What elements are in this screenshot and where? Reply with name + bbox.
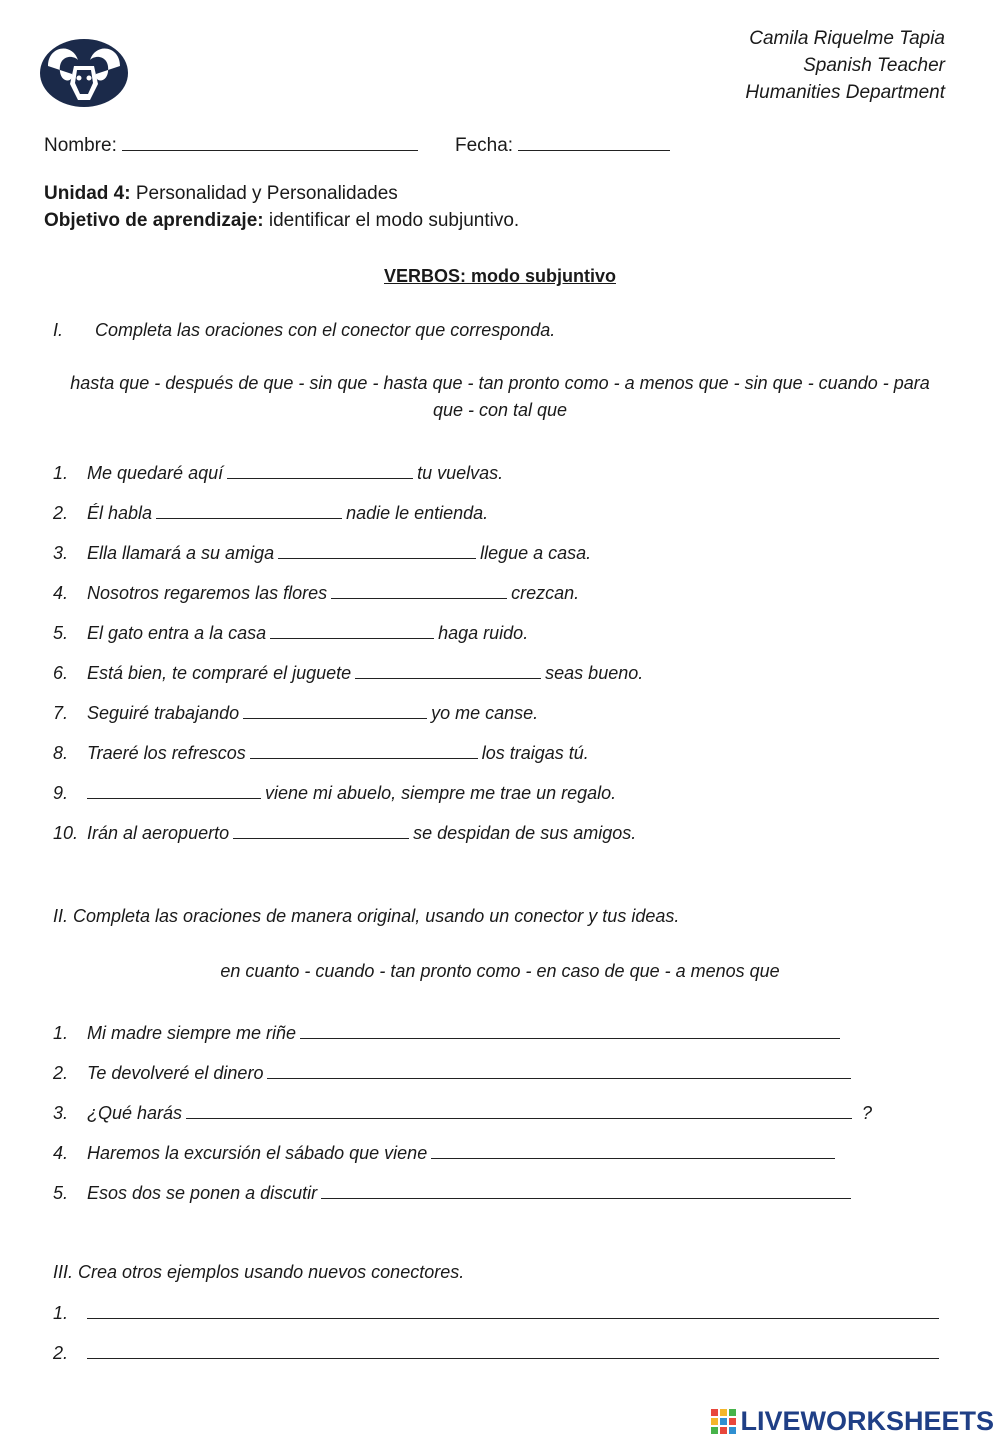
section1-item — [53, 662, 643, 684]
section3-instruction: III. Crea otros ejemplos usando nuevos conectores. — [53, 1262, 465, 1282]
nombre-field — [44, 132, 418, 157]
section1-item — [53, 742, 589, 764]
answer-blank[interactable] — [267, 1062, 851, 1079]
section2-word-bank: en cuanto - cuando - tan pronto como - en caso de que - a menos que — [220, 961, 780, 981]
item-text-after: haga ruido. — [438, 623, 529, 643]
answer-blank[interactable] — [270, 622, 434, 639]
answer-blank[interactable] — [87, 1302, 939, 1319]
item-number: 8. — [53, 743, 69, 763]
item-text-before: Esos dos se ponen a discutir — [87, 1183, 318, 1203]
answer-blank[interactable] — [278, 542, 476, 559]
section2-item — [53, 1062, 855, 1084]
item-number: 1. — [53, 1303, 69, 1323]
section2-item — [53, 1142, 839, 1164]
item-number: 4. — [53, 583, 69, 603]
ram-logo-icon — [38, 36, 130, 110]
department: Humanities Department — [745, 82, 945, 103]
item-number: 9. — [53, 783, 69, 803]
answer-blank[interactable] — [227, 462, 413, 479]
item-text-before: Seguiré trabajando — [87, 703, 240, 723]
section1-item — [53, 622, 528, 644]
item-text-before: Ella llamará a su amiga — [87, 543, 275, 563]
answer-blank[interactable] — [87, 782, 261, 799]
watermark-text: LIVEWORKSHEETS — [740, 1406, 994, 1436]
item-number: 10. — [53, 823, 79, 843]
answer-blank[interactable] — [87, 1342, 939, 1359]
item-text-after: ? — [862, 1103, 873, 1123]
item-text-after: se despidan de sus amigos. — [413, 823, 637, 843]
section1-item — [53, 462, 503, 484]
section1-item — [53, 502, 488, 524]
answer-blank[interactable] — [431, 1142, 835, 1159]
objective-value: identificar el modo subjuntivo. — [268, 210, 520, 231]
answer-blank[interactable] — [233, 822, 409, 839]
answer-blank[interactable] — [186, 1102, 852, 1119]
answer-blank[interactable] — [321, 1182, 851, 1199]
section2-item — [53, 1022, 844, 1044]
nombre-label: Nombre: — [44, 135, 117, 156]
item-text-before: El gato entra a la casa — [87, 623, 267, 643]
section1-item — [53, 782, 616, 804]
fecha-input[interactable] — [518, 132, 670, 151]
answer-blank[interactable] — [331, 582, 507, 599]
item-text-before: Me quedaré aquí — [87, 463, 224, 483]
liveworksheets-watermark — [711, 1406, 994, 1437]
item-text-after: llegue a casa. — [480, 543, 592, 563]
objective-line — [44, 210, 519, 232]
item-text-before: Irán al aeropuerto — [87, 823, 230, 843]
section1-heading — [53, 320, 555, 341]
teacher-role: Spanish Teacher — [803, 55, 945, 76]
section2-item — [53, 1182, 855, 1204]
item-text-after: seas bueno. — [545, 663, 644, 683]
item-text-before: Él habla — [87, 503, 153, 523]
section1-item — [53, 702, 538, 724]
item-number: 6. — [53, 663, 69, 683]
item-number: 2. — [53, 1343, 69, 1363]
item-text-before: Haremos la excursión el sábado que viene — [87, 1143, 428, 1163]
item-text-after: yo me canse. — [431, 703, 539, 723]
item-number: 3. — [53, 1103, 69, 1123]
item-text-before: Traeré los refrescos — [87, 743, 246, 763]
answer-blank[interactable] — [250, 742, 478, 759]
answer-blank[interactable] — [243, 702, 427, 719]
section1-instruction: Completa las oraciones con el conector que corresponda. — [95, 320, 556, 340]
nombre-input[interactable] — [122, 132, 418, 151]
item-text-before: Te devolveré el dinero — [87, 1063, 264, 1083]
section2-instruction: II. Completa las oraciones de manera original, usando un conector y tus ideas. — [53, 906, 680, 926]
item-text-before: ¿Qué harás — [87, 1103, 183, 1123]
item-text-before: Nosotros regaremos las flores — [87, 583, 328, 603]
item-number: 5. — [53, 623, 69, 643]
section1-item — [53, 542, 591, 564]
unit-line — [44, 183, 398, 205]
fecha-label: Fecha: — [455, 135, 514, 156]
item-number: 2. — [53, 503, 69, 523]
item-number: 2. — [53, 1063, 69, 1083]
section2-item — [53, 1102, 872, 1124]
teacher-name: Camila Riquelme Tapia — [749, 28, 945, 49]
section3-item — [53, 1342, 943, 1364]
answer-blank[interactable] — [355, 662, 541, 679]
section1-item — [53, 822, 636, 844]
item-number: 4. — [53, 1143, 69, 1163]
liveworksheets-logo-icon — [711, 1409, 737, 1435]
item-text-after: viene mi abuelo, siempre me trae un regalo. — [265, 783, 617, 803]
item-number: 5. — [53, 1183, 69, 1203]
item-text-after: crezcan. — [511, 583, 580, 603]
unit-value: Personalidad y Personalidades — [135, 183, 398, 204]
section1-numeral: I. — [53, 320, 64, 340]
item-number: 1. — [53, 463, 69, 483]
item-text-before: Mi madre siempre me riñe — [87, 1023, 297, 1043]
fecha-field — [455, 132, 670, 157]
item-text-after: nadie le entienda. — [346, 503, 489, 523]
section3-item — [53, 1302, 943, 1324]
item-text-after: los traigas tú. — [481, 743, 589, 763]
answer-blank[interactable] — [300, 1022, 840, 1039]
item-number: 3. — [53, 543, 69, 563]
item-text-before: Está bien, te compraré el juguete — [87, 663, 352, 683]
objective-label: Objetivo de aprendizaje: — [44, 210, 264, 231]
item-number: 7. — [53, 703, 69, 723]
page-title: VERBOS: modo subjuntivo — [384, 266, 616, 286]
item-number: 1. — [53, 1023, 69, 1043]
unit-label: Unidad 4: — [44, 183, 131, 204]
item-text-after: tu vuelvas. — [417, 463, 504, 483]
section1-word-bank: hasta que - después de que - sin que - hasta que - tan pronto como - a menos que - sin que - cuando - para que - con tal que — [70, 373, 930, 420]
section1-item — [53, 582, 579, 604]
answer-blank[interactable] — [156, 502, 342, 519]
